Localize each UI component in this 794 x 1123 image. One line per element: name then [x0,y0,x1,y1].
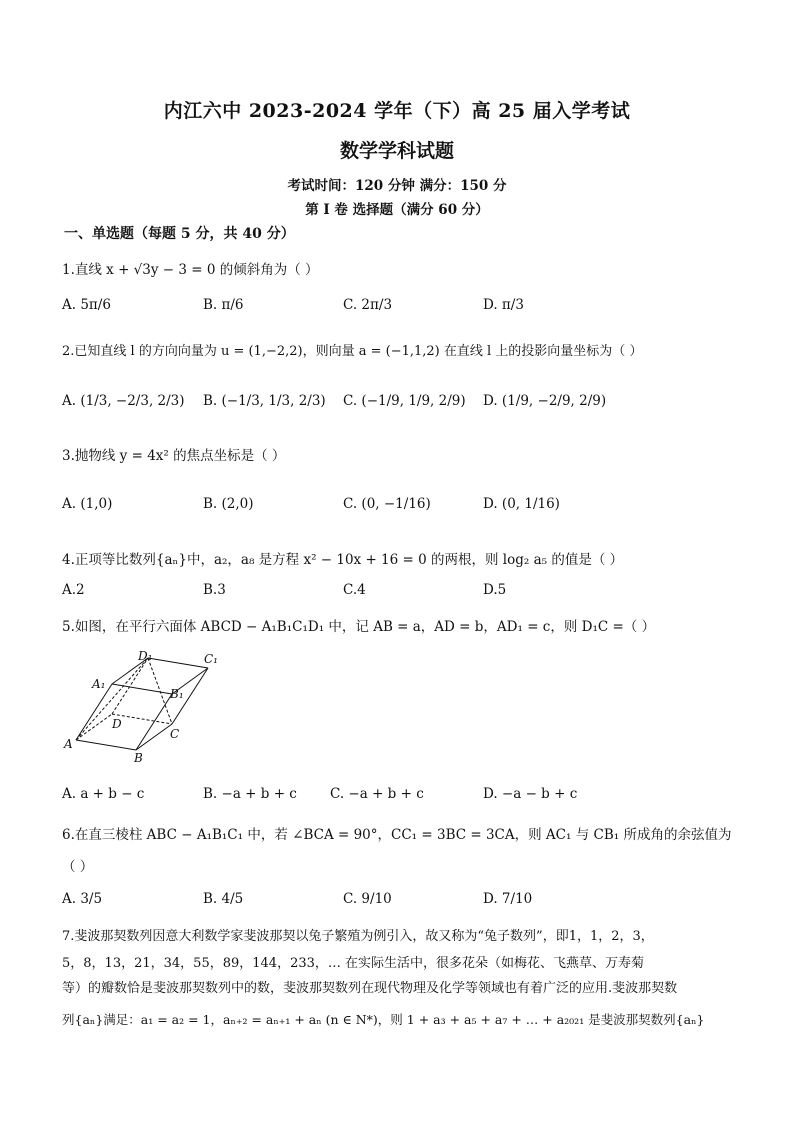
parallelepiped-figure [60,648,230,766]
question-2-option-c: C. (−1/9, 1/9, 2/9) [343,393,466,409]
question-6-option-a: A. 3/5 [62,891,103,907]
label-a1: A₁ [92,677,106,691]
question-6-stem-cont: （ ） [62,859,94,875]
question-1-option-a: A. 5π/6 [62,297,111,313]
exam-subtitle: 数学学科试题 [339,140,454,162]
question-5-option-d: D. −a − b + c [483,786,578,802]
edge-d1c1 [148,658,208,668]
question-2-option-d: D. (1/9, −2/9, 2/9) [483,393,607,409]
edge-bb1 [136,694,172,750]
label-c1: C₁ [204,652,218,666]
question-1-stem: 1.直线 x + √3y − 3 = 0 的倾斜角为（ ） [62,262,319,278]
label-d: D [112,717,122,731]
label-d1: D₁ [138,649,153,663]
part-title: 第 I 卷 选择题（满分 60 分） [305,202,489,218]
question-6-option-d: D. 7/10 [483,891,533,907]
question-7-line-3: 等）的瓣数恰是斐波那契数列中的数，斐波那契数列在现代物理及化学等领域也有着广泛的应用.斐波那契数 [62,981,678,996]
question-6-option-c: C. 9/10 [343,891,392,907]
question-5-stem: 5.如图，在平行六面体 ABCD − A₁B₁C₁D₁ 中，记 AB = a，AD = b，AD₁ = c，则 D₁C =（ ） [62,619,656,635]
question-4-option-c: C.4 [343,582,366,598]
label-b1: B₁ [170,687,184,701]
question-5-option-b: B. −a + b + c [203,786,297,802]
question-7-line-2: 5，8，13，21，34，55，89，144，233，… 在实际生活中，很多花朵（如梅花、飞燕草、万寿菊 [62,956,645,971]
question-4-option-b: B.3 [203,582,226,598]
edge-a1b1 [112,684,172,694]
question-5-option-c: C. −a + b + c [330,786,424,802]
edge-ad [76,714,112,740]
question-3-stem: 3.抛物线 y = 4x² 的焦点坐标是（ ） [62,448,286,464]
question-6-option-b: B. 4/5 [203,891,244,907]
exam-info: 考试时间：120 分钟 满分：150 分 [287,178,507,194]
question-1-option-c: C. 2π/3 [343,297,393,313]
question-2-option-a: A. (1/3, −2/3, 2/3) [62,393,185,409]
question-1-option-b: B. π/6 [203,297,244,313]
question-1-option-d: D. π/3 [483,297,524,313]
question-2-option-b: B. (−1/3, 1/3, 2/3) [203,393,326,409]
question-3-option-b: B. (2,0) [203,496,254,512]
question-4-option-d: D.5 [483,582,507,598]
edge-dd1 [112,658,148,714]
question-4-option-a: A.2 [62,582,85,598]
question-7-line-4: 列{aₙ}满足：a₁ = a₂ = 1，aₙ₊₂ = aₙ₊₁ + aₙ (n ∈ N*)，则 1 + a₃ + a₅ + a₇ + … + a₂₀₂₁ 是斐波那契数列{aₙ} [62,1012,705,1027]
question-3-option-c: C. (0, −1/16) [343,496,431,512]
question-3-option-a: A. (1,0) [62,496,113,512]
question-4-stem: 4.正项等比数列{aₙ}中，a₂，a₈ 是方程 x² − 10x + 16 = 0 的两根，则 log₂ a₅ 的值是（ ） [62,552,624,568]
label-c: C [170,727,180,741]
question-5-option-a: A. a + b − c [62,786,145,802]
question-6-stem: 6.在直三棱柱 ABC − A₁B₁C₁ 中，若 ∠BCA = 90°，CC₁ = 3BC = 3CA，则 AC₁ 与 CB₁ 所成角的余弦值为 [62,827,732,843]
question-3-option-d: D. (0, 1/16) [483,496,560,512]
label-a: A [64,737,73,751]
question-7-line-1: 7.斐波那契数列因意大利数学家斐波那契以兔子繁殖为例引入，故又称为“兔子数列”，即1，1，2，3， [62,929,654,944]
edge-bc [136,724,172,750]
exam-title: 内江六中 2023-2024 学年（下）高 25 届入学考试 [163,100,631,122]
label-b: B [134,751,143,765]
question-2-stem: 2.已知直线 l 的方向向量为 u = (1,−2,2)，则向量 a = (−1,1,2) 在直线 l 上的投影向量坐标为（ ） [62,344,643,359]
edge-aa1 [76,684,112,740]
section-title: 一、单选题（每题 5 分，共 40 分） [64,226,295,242]
edge-ab [76,740,136,750]
